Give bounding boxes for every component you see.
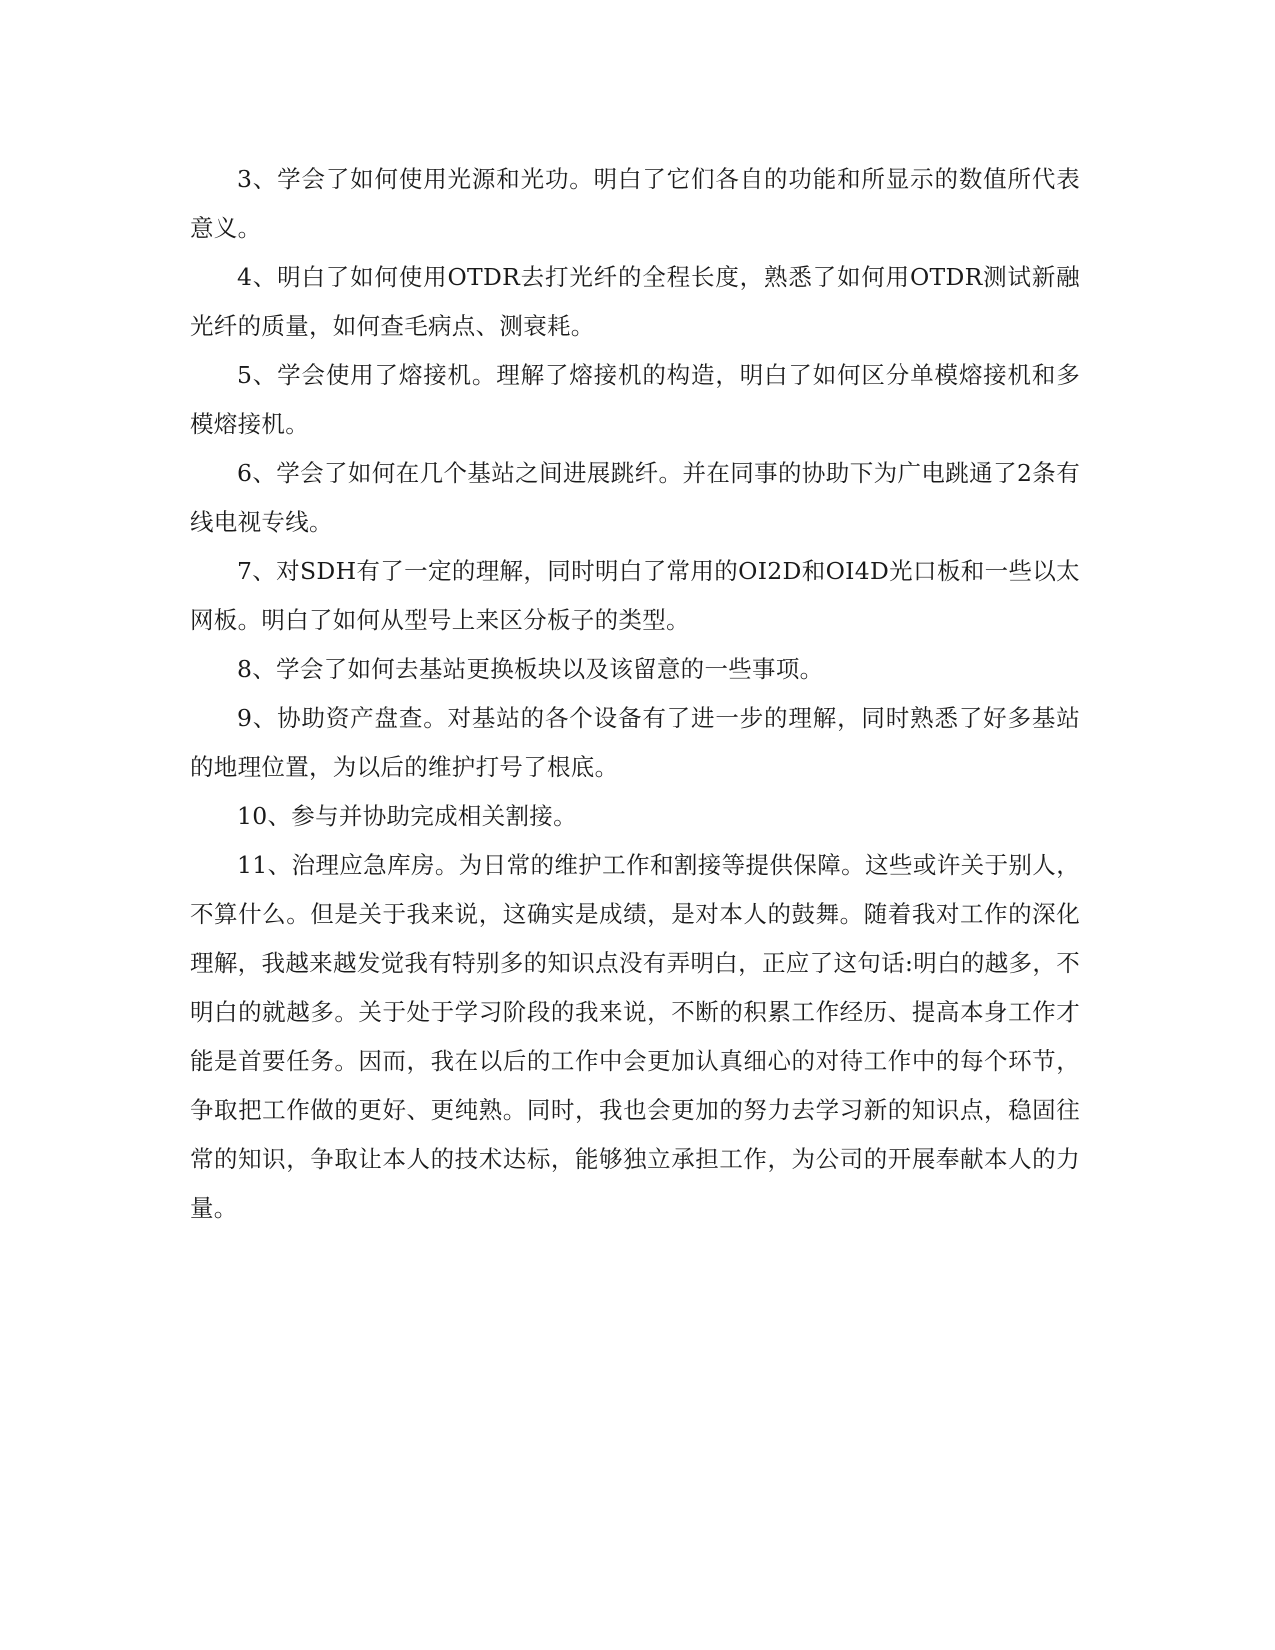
paragraph-8: 8、学会了如何去基站更换板块以及该留意的一些事项。 — [237, 655, 824, 683]
paragraph-4: 4、明白了如何使用OTDR去打光纤的全程长度，熟悉了如何用OTDR测试新融光纤的质量，如何查毛病点、测衰耗。 — [190, 263, 1080, 340]
paragraph-5: 5、学会使用了熔接机。理解了熔接机的构造，明白了如何区分单模熔接机和多模熔接机。 — [190, 361, 1080, 438]
paragraph-6: 6、学会了如何在几个基站之间进展跳纤。并在同事的协助下为广电跳通了2条有线电视专线。 — [190, 459, 1080, 536]
paragraph-11: 11、治理应急库房。为日常的维护工作和割接等提供保障。这些或许关于别人，不算什么。但是关于我来说，这确实是成绩，是对本人的鼓舞。随着我对工作的深化理解，我越来越发觉我有特别多的知识点没有弄明白，正应了这句话:明白的越多，不明白的就越多。关于处于学习阶段的我来说，不断的积累工作经历、提高本身工作才能是首要任务。因而，我在以后的工作中会更加认真细心的对待工作中的每个环节，争取把工作做的更好、更纯熟。同时，我也会更加的努力去学习新的知识点，稳固往常的知识，争取让本人的技术达标，能够独立承担工作，为公司的开展奉献本人的力量。 — [190, 851, 1080, 1222]
document-body — [190, 155, 1080, 1233]
paragraph-10: 10、参与并协助完成相关割接。 — [237, 802, 577, 830]
paragraph-7: 7、对SDH有了一定的理解，同时明白了常用的OI2D和OI4D光口板和一些以太网板。明白了如何从型号上来区分板子的类型。 — [190, 557, 1080, 634]
paragraph-9: 9、协助资产盘查。对基站的各个设备有了进一步的理解，同时熟悉了好多基站的地理位置，为以后的维护打号了根底。 — [190, 704, 1080, 781]
paragraph-3: 3、学会了如何使用光源和光功。明白了它们各自的功能和所显示的数值所代表意义。 — [190, 165, 1080, 242]
